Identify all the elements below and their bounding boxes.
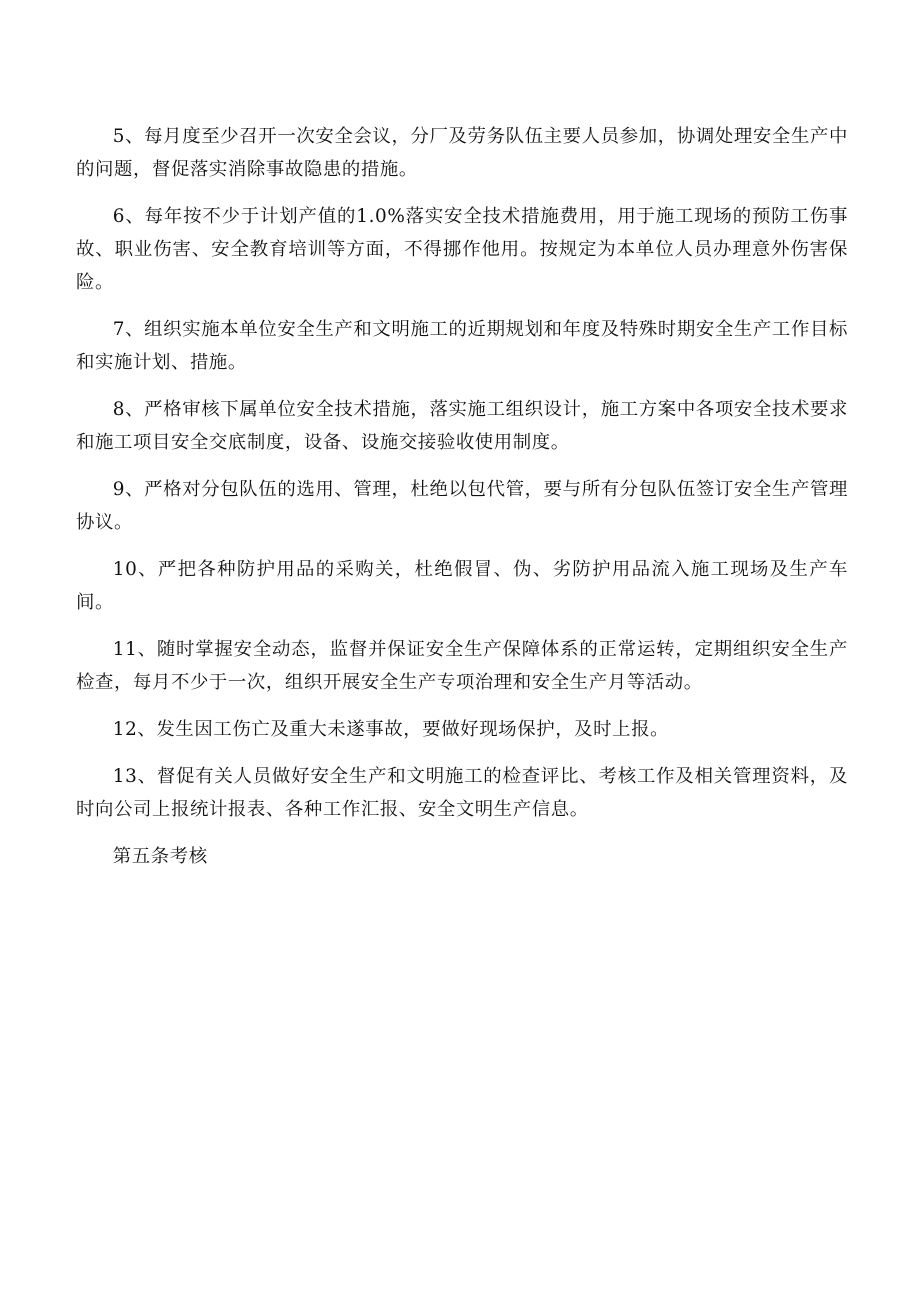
- paragraph-item-11: 11、随时掌握安全动态，监督并保证安全生产保障体系的正常运转，定期组织安全生产检查，每月不少于一次，组织开展安全生产专项治理和安全生产月等活动。: [76, 639, 848, 693]
- paragraph-item-5: 5、每月度至少召开一次安全会议，分厂及劳务队伍主要人员参加，协调处理安全生产中的问题，督促落实消除事故隐患的措施。: [76, 126, 848, 180]
- paragraph-item-10: 10、严把各种防护用品的采购关，杜绝假冒、伪、劣防护用品流入施工现场及生产车间。: [76, 559, 848, 613]
- paragraph-item-12: 12、发生因工伤亡及重大未遂事故，要做好现场保护，及时上报。: [112, 719, 670, 740]
- paragraph-item-9: 9、严格对分包队伍的选用、管理，杜绝以包代管，要与所有分包队伍签订安全生产管理协议。: [76, 479, 848, 533]
- document-body: [76, 120, 848, 887]
- paragraph-item-6: 6、每年按不少于计划产值的1.0%落实安全技术措施费用，用于施工现场的预防工伤事故、职业伤害、安全教育培训等方面，不得挪作他用。按规定为本单位人员办理意外伤害保险。: [76, 206, 848, 293]
- section-heading: 第五条考核: [112, 846, 208, 867]
- paragraph-item-7: 7、组织实施本单位安全生产和文明施工的近期规划和年度及特殊时期安全生产工作目标和实施计划、措施。: [76, 319, 848, 373]
- paragraph-item-8: 8、严格审核下属单位安全技术措施，落实施工组织设计，施工方案中各项安全技术要求和施工项目安全交底制度，设备、设施交接验收使用制度。: [76, 399, 848, 453]
- paragraph-item-13: 13、督促有关人员做好安全生产和文明施工的检查评比、考核工作及相关管理资料，及时向公司上报统计报表、各种工作汇报、安全文明生产信息。: [76, 766, 848, 820]
